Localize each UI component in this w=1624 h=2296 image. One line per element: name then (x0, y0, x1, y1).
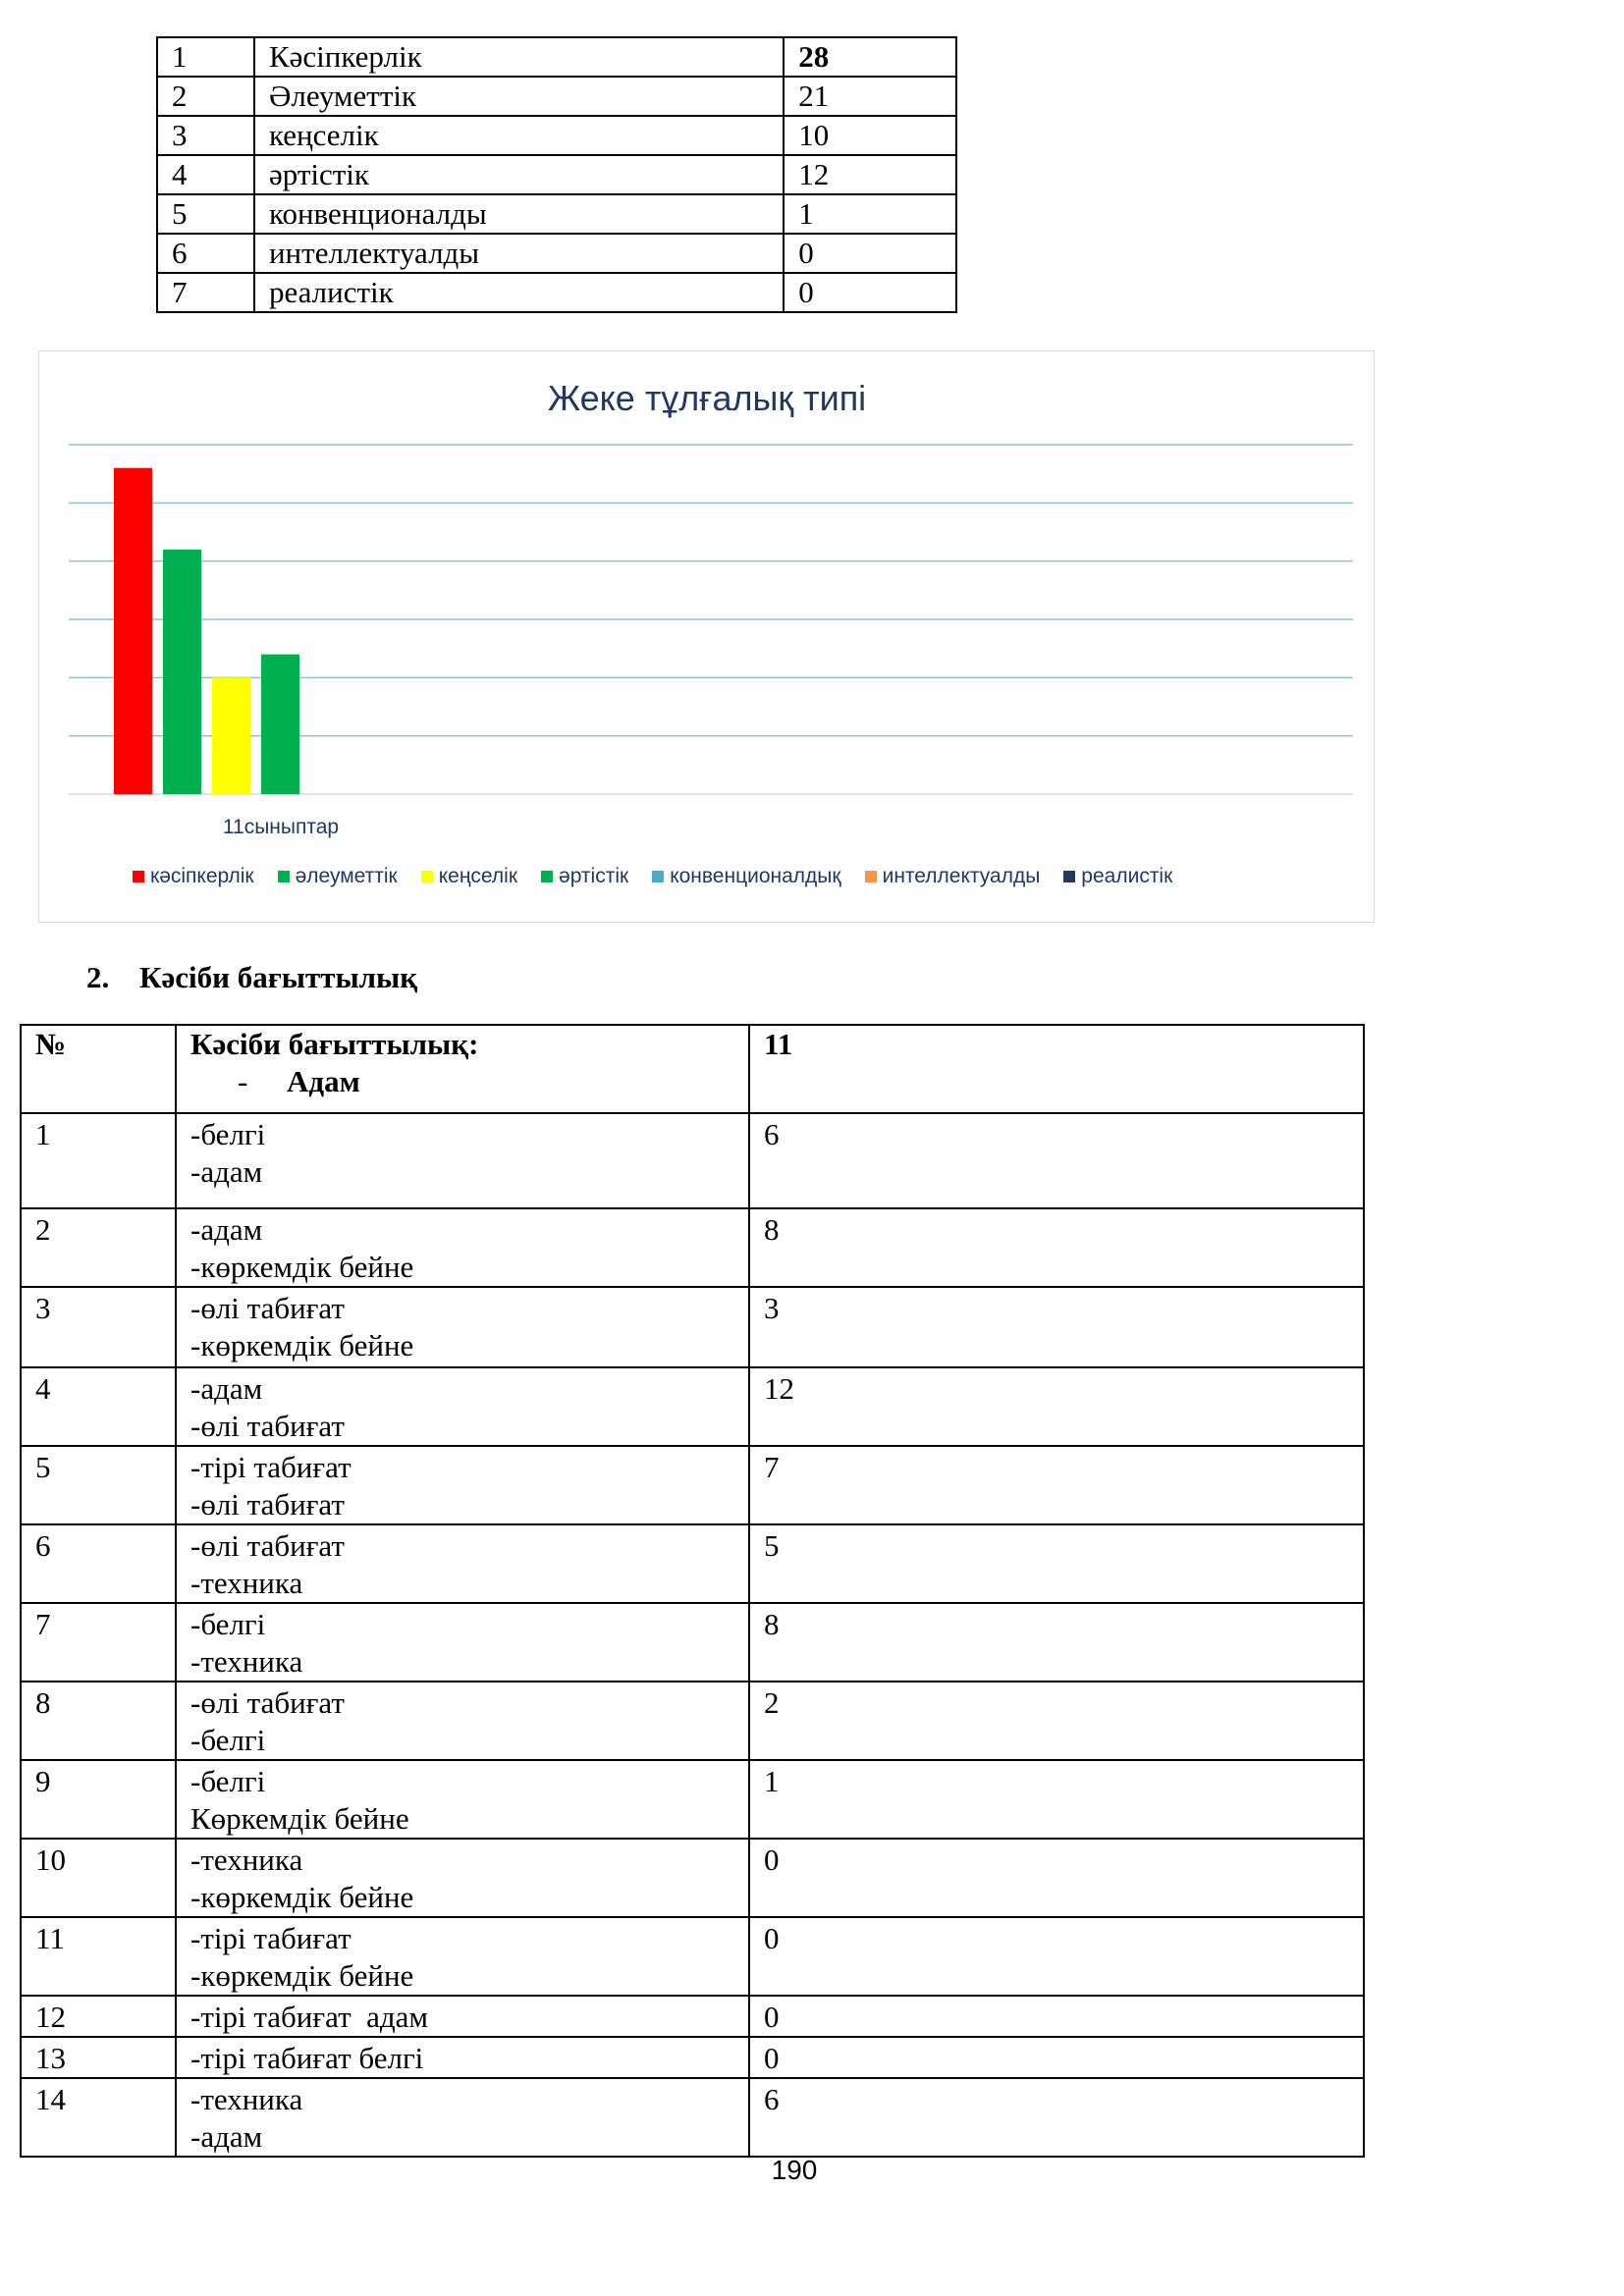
table-row (21, 1603, 1364, 1682)
table-row (21, 2037, 1364, 2078)
row-number: 5 (21, 1446, 176, 1524)
header-orientation-title: Кәсіби бағыттылық: (190, 1027, 479, 1061)
table-row (21, 1113, 1364, 1208)
table-row (21, 1996, 1364, 2037)
row-count: 1 (784, 194, 956, 234)
row-number: 6 (157, 234, 254, 273)
row-number: 2 (157, 77, 254, 116)
orientation-line: -өлі табиғат (190, 1487, 345, 1522)
page-number: 190 (771, 2155, 818, 2185)
row-value: 0 (749, 1996, 1364, 2037)
row-value: 3 (749, 1287, 1364, 1367)
orientation-line: -белгі (190, 1607, 266, 1641)
orientation-line: -техника (190, 1644, 303, 1679)
row-number: 13 (21, 2037, 176, 2078)
row-count: 21 (784, 77, 956, 116)
row-orientation (176, 1446, 749, 1524)
orientation-line: -көркемдік бейне (190, 1250, 414, 1284)
legend-item (133, 865, 254, 888)
row-number: 8 (21, 1682, 176, 1760)
row-type: Әлеуметтік (254, 77, 784, 116)
row-type: конвенционалды (254, 194, 784, 234)
row-number: 4 (157, 155, 254, 194)
header-orientation (176, 1025, 749, 1113)
row-value: 1 (749, 1760, 1364, 1839)
legend-item (421, 865, 517, 888)
row-number: 5 (157, 194, 254, 234)
orientation-line: -техника (190, 2082, 303, 2116)
orientation-line: -белгі (190, 1723, 266, 1757)
row-type: интеллектуалды (254, 234, 784, 273)
row-type: әртістік (254, 155, 784, 194)
chart-canvas (39, 351, 1374, 922)
orientation-line: -белгі (190, 1117, 266, 1151)
row-number: 4 (21, 1367, 176, 1446)
table-row (21, 1524, 1364, 1603)
bar-3 (261, 655, 299, 794)
row-count: 0 (784, 273, 956, 312)
orientation-line: -көркемдік бейне (190, 1880, 414, 1914)
legend-item (541, 865, 628, 888)
orientation-line: -тірі табиғат белгі (190, 2041, 424, 2075)
section-title: Кәсіби бағыттылық (139, 960, 418, 994)
header-orientation-sub (190, 1063, 734, 1100)
legend-item (278, 865, 398, 888)
orientation-line: -тірі табиғат (190, 1921, 352, 1955)
legend-swatch (541, 871, 553, 882)
orientation-line: Көркемдік бейне (190, 1801, 409, 1836)
table-row (157, 194, 956, 234)
row-value: 6 (749, 2078, 1364, 2157)
row-number: 1 (21, 1113, 176, 1208)
row-number: 10 (21, 1839, 176, 1917)
table-row (21, 1367, 1364, 1446)
table-row (21, 1917, 1364, 1996)
table-row (21, 1760, 1364, 1839)
personality-type-chart (38, 350, 1375, 923)
row-number: 7 (157, 273, 254, 312)
legend-item (865, 865, 1041, 888)
table-row (21, 1446, 1364, 1524)
legend-label: әртістік (559, 865, 629, 887)
row-number: 2 (21, 1208, 176, 1287)
row-value: 8 (749, 1208, 1364, 1287)
table-row (157, 155, 956, 194)
row-value: 0 (749, 1917, 1364, 1996)
row-number: 9 (21, 1760, 176, 1839)
row-orientation (176, 1760, 749, 1839)
row-value: 0 (749, 2037, 1364, 2078)
row-type: кеңселік (254, 116, 784, 155)
row-value: 5 (749, 1524, 1364, 1603)
row-type: реалистік (254, 273, 784, 312)
row-count: 0 (784, 234, 956, 273)
table-row (157, 273, 956, 312)
row-count: 10 (784, 116, 956, 155)
table-row (21, 1682, 1364, 1760)
x-axis-category-label: 11сыныптар (222, 816, 340, 838)
row-count: 12 (784, 155, 956, 194)
legend-item (652, 865, 840, 888)
row-orientation (176, 1524, 749, 1603)
row-number: 7 (21, 1603, 176, 1682)
professional-orientation-table (20, 1024, 1365, 2158)
row-number: 3 (21, 1287, 176, 1367)
orientation-line: -өлі табиғат (190, 1409, 345, 1443)
row-orientation (176, 1917, 749, 1996)
legend-swatch (421, 871, 433, 882)
orientation-line: -тірі табиғат адам (190, 2000, 429, 2034)
row-number: 14 (21, 2078, 176, 2157)
row-orientation (176, 2037, 749, 2078)
row-type: Кәсіпкерлік (254, 37, 784, 77)
legend-label: реалистік (1081, 865, 1173, 887)
legend-swatch (133, 871, 144, 882)
table-row (157, 77, 956, 116)
row-value: 12 (749, 1367, 1364, 1446)
row-orientation (176, 1208, 749, 1287)
orientation-line: -белгі (190, 1764, 266, 1798)
section-heading (86, 960, 417, 995)
bar-1 (163, 550, 201, 794)
orientation-line: -көркемдік бейне (190, 1328, 414, 1362)
row-number: 6 (21, 1524, 176, 1603)
table-row (157, 37, 956, 77)
section-number: 2. (86, 960, 110, 994)
legend-item (1063, 865, 1172, 888)
orientation-line: -өлі табиғат (190, 1528, 345, 1563)
legend-label: конвенционалдық (670, 865, 841, 887)
row-orientation (176, 1287, 749, 1367)
orientation-line: -өлі табиғат (190, 1685, 345, 1720)
orientation-line: -адам (190, 1371, 263, 1406)
table-header-row (21, 1025, 1364, 1113)
bar-2 (212, 677, 250, 794)
row-orientation (176, 1996, 749, 2037)
orientation-line: -адам (190, 1154, 263, 1189)
header-sub-label: Адам (287, 1064, 360, 1098)
row-value: 0 (749, 1839, 1364, 1917)
chart-legend (133, 865, 1354, 888)
row-orientation (176, 2078, 749, 2157)
legend-swatch (278, 871, 290, 882)
legend-label: әлеуметтік (295, 865, 398, 887)
row-count: 28 (784, 37, 956, 77)
orientation-line: -техника (190, 1842, 303, 1877)
legend-swatch (1063, 871, 1075, 882)
legend-swatch (865, 871, 877, 882)
row-number: 3 (157, 116, 254, 155)
orientation-line: -өлі табиғат (190, 1291, 345, 1325)
table-row (157, 234, 956, 273)
row-value: 7 (749, 1446, 1364, 1524)
row-number: 1 (157, 37, 254, 77)
header-sub-dash: - (238, 1064, 248, 1098)
orientation-line: -адам (190, 2119, 263, 2154)
header-number: № (21, 1025, 176, 1113)
row-orientation (176, 1367, 749, 1446)
orientation-line: -тірі табиғат (190, 1450, 352, 1484)
table-row (21, 1839, 1364, 1917)
legend-label: кеңселік (438, 865, 518, 887)
header-grade: 11 (749, 1025, 1364, 1113)
row-value: 6 (749, 1113, 1364, 1208)
row-orientation (176, 1603, 749, 1682)
row-number: 11 (21, 1917, 176, 1996)
orientation-line: -көркемдік бейне (190, 1958, 414, 1993)
orientation-line: -техника (190, 1566, 303, 1600)
table-row (21, 2078, 1364, 2157)
table-row (21, 1208, 1364, 1287)
legend-label: интеллектуалды (882, 865, 1041, 887)
legend-swatch (652, 871, 664, 882)
table-row (157, 116, 956, 155)
row-orientation (176, 1839, 749, 1917)
chart-title: Жеке тұлғалық типі (547, 378, 867, 418)
bar-0 (114, 468, 152, 794)
row-value: 8 (749, 1603, 1364, 1682)
row-orientation (176, 1113, 749, 1208)
row-orientation (176, 1682, 749, 1760)
table-row (21, 1287, 1364, 1367)
row-number: 12 (21, 1996, 176, 2037)
row-value: 2 (749, 1682, 1364, 1760)
personality-type-table (156, 36, 957, 313)
legend-label: кәсіпкерлік (150, 865, 254, 887)
orientation-line: -адам (190, 1212, 263, 1247)
